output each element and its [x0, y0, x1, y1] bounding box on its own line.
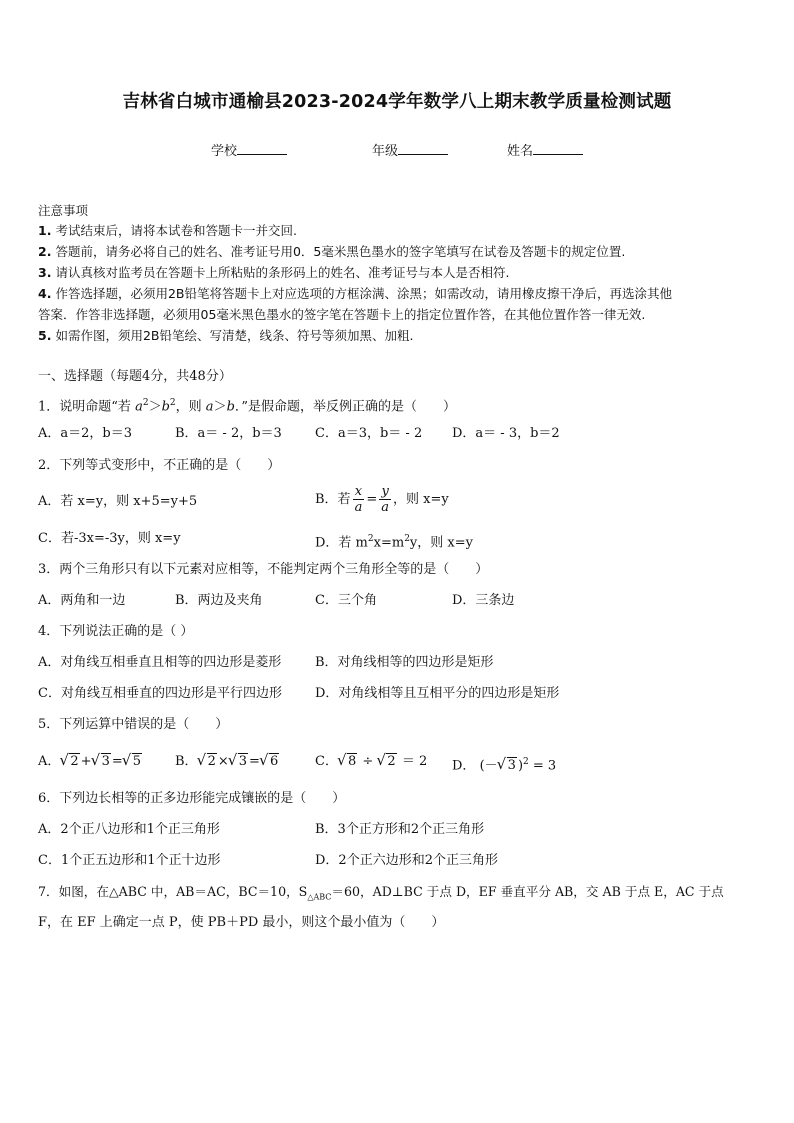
grade-field — [372, 140, 448, 159]
q1-option-a: A．a＝2，b＝3 — [38, 426, 133, 441]
q2-option-d: D．若 $m^2x=m^2y$，则 x=y — [315, 534, 473, 551]
q3-option-c: C．三个角 — [315, 593, 377, 608]
q3-option-a: A．两角和一边 — [38, 593, 126, 608]
name-field — [507, 140, 583, 159]
note-item: 2. 答题前，请务必将自己的姓名、准考证号用0．5毫米黑色墨水的签字笔填写在试卷及答题卡的规定位置. — [38, 244, 626, 259]
q6-option-d: D．2个正六边形和2个正三角形 — [315, 853, 498, 868]
note-item: 4. 作答选择题，必须用2B铅笔将答题卡上对应选项的方框涂满、涂黑；如需改动，请用橡皮擦干净后，再选涂其他 — [38, 286, 672, 301]
q5-option-d: D． (－√ 3 )$^2$ = 3 — [452, 753, 556, 775]
question-7-stem: 7．如图，在△ABC 中，AB＝AC，BC＝10，$S_{\triangle ABC}=60$，AD⊥BC 于点 D，EF 垂直平分 AB，交 AB 于点 E，AC 于点 — [38, 884, 724, 902]
question-7-stem-continued: F，在 EF 上确定一点 P，使 PB＋PD 最小，则这个最小值为（ ） — [38, 915, 445, 930]
q5-option-a: A．√ 2 +√ 3 =√ 5 — [38, 753, 143, 771]
note-item: 5. 如需作图，须用2B铅笔绘、写清楚，线条、符号等须加黑、加粗. — [38, 328, 414, 343]
section-heading: 一、选择题（每题4分，共48分） — [38, 369, 232, 384]
q5-option-b: B．√ 2 ×√ 3 =√ 6 — [175, 753, 280, 771]
grade-label: 年级 — [372, 144, 399, 159]
q2-option-a: A．若 x=y，则 x+5=y+5 — [38, 494, 198, 509]
q2-option-b: B．若 $\frac{x}{a}$ = $\frac{y}{a}$ ，则 x=y — [315, 484, 449, 515]
q4-option-b: B．对角线相等的四边形是矩形 — [315, 655, 494, 670]
note-item: 1. 考试结束后，请将本试卷和答题卡一并交回. — [38, 223, 297, 238]
school-label: 学校 — [211, 144, 238, 159]
question-5-stem: 5．下列运算中错误的是（ ） — [38, 717, 229, 732]
fraction-y-over-a: $\frac{y}{a}$ — [381, 484, 389, 515]
q6-option-b: B．3个正方形和2个正三角形 — [315, 822, 485, 837]
q4-option-d: D．对角线相等且互相平分的四边形是矩形 — [315, 686, 560, 701]
name-label: 姓名 — [507, 144, 534, 159]
question-6-stem: 6．下列边长相等的正多边形能完成镶嵌的是（ ） — [38, 791, 346, 806]
q6-option-a: A．2个正八边形和1个正三角形 — [38, 822, 220, 837]
q5-option-c: C．√ 8 ÷ √ 2 ＝ 2 — [315, 753, 427, 771]
note-item-continued: 答案．作答非选择题，必须用05毫米黑色墨水的签字笔在答题卡上的指定位置作答，在其他位置作答一律无效. — [38, 307, 646, 322]
question-2-stem: 2．下列等式变形中，不正确的是（ ） — [38, 458, 281, 473]
name-blank[interactable] — [533, 142, 583, 155]
q3-option-b: B．两边及夹角 — [175, 593, 263, 608]
q1-option-d: D．a＝ - 3，b＝2 — [452, 426, 560, 441]
q2-option-c: C．若-3x=-3y，则 x=y — [38, 531, 181, 546]
q4-option-c: C．对角线互相垂直的四边形是平行四边形 — [38, 686, 282, 701]
question-3-stem: 3．两个三角形只有以下元素对应相等，不能判定两个三角形全等的是（ ） — [38, 562, 489, 577]
q1-option-c: C．a＝3，b＝ - 2 — [315, 426, 423, 441]
school-field — [211, 140, 287, 159]
q3-option-d: D．三条边 — [452, 593, 515, 608]
grade-blank[interactable] — [398, 142, 448, 155]
fraction-x-over-a: $\frac{x}{a}$ — [354, 484, 363, 515]
question-4-stem: 4．下列说法正确的是（ ） — [38, 624, 194, 639]
note-item: 3. 请认真核对监考员在答题卡上所粘贴的条形码上的姓名、准考证号与本人是否相符. — [38, 265, 510, 280]
school-blank[interactable] — [237, 142, 287, 155]
notes-heading: 注意事项 — [38, 203, 89, 218]
page-title: 吉林省白城市通榆县2023-2024学年数学八上期末教学质量检测试题 — [122, 92, 672, 112]
question-1-stem: 1．说明命题“若 $a^2>b^2$，则 a＞b．”是假命题，举反例正确的是（ ） — [38, 398, 457, 415]
q1-option-b: B．a＝ - 2，b＝3 — [175, 426, 282, 441]
q4-option-a: A．对角线互相垂直且相等的四边形是菱形 — [38, 655, 282, 670]
q6-option-c: C．1个正五边形和1个正十边形 — [38, 853, 221, 868]
